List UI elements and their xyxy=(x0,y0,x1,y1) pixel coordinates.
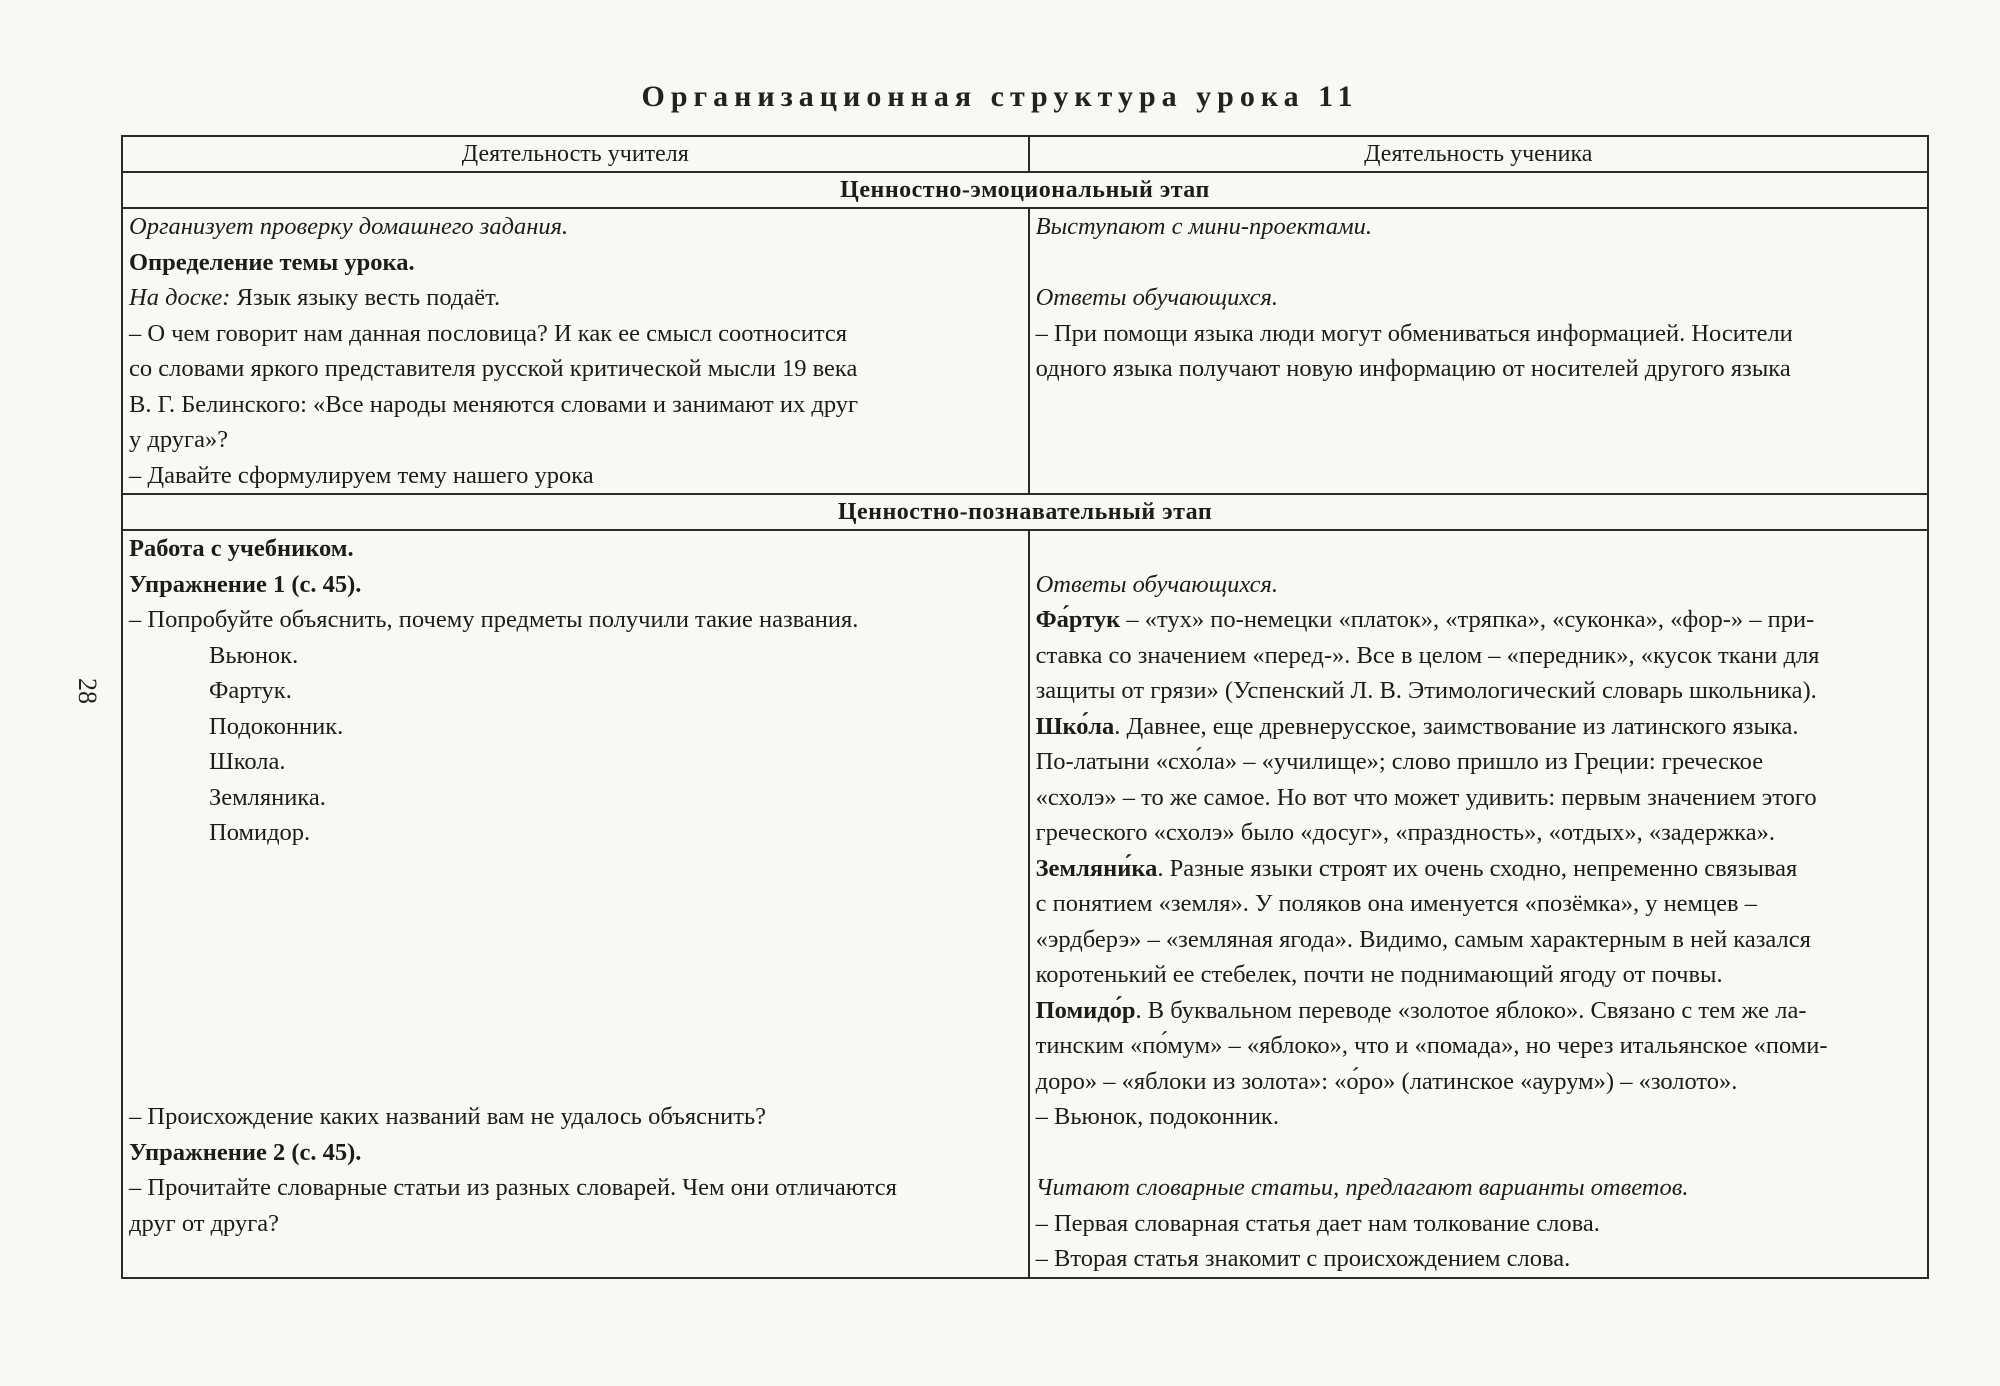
text-line: – Попробуйте объяснить, почему предметы получили такие названия. xyxy=(129,606,859,633)
text-line: – О чем говорит нам данная пословица? И как ее смысл соотносится xyxy=(129,319,848,347)
text-line: коротенький ее стебелек, почти не поднимающий ягоду от почвы. xyxy=(1035,961,1723,988)
term-explanation: . Разные языки строят их очень сходно, непременно связывая xyxy=(1157,854,1798,882)
student-column-header: Деятельность ученика xyxy=(1029,136,1928,172)
text-line: «схолэ» – то же самое. Но вот что может удивить: первым значением этого xyxy=(1035,783,1817,811)
text-line: Ответы обучающихся. xyxy=(1035,284,1279,311)
text-line: ставка со значением «перед-». Все в целом – «передник», «кусок ткани для xyxy=(1035,641,1820,669)
blank-space xyxy=(129,851,1022,1100)
text-line: Упражнение 2 (с. 45). xyxy=(129,1138,362,1166)
text-line: одного языка получают новую информацию от носителей другого языка xyxy=(1035,355,1791,382)
text-line: Читают словарные статьи, предлагают варианты ответов. xyxy=(1035,1174,1689,1201)
text-line: Упражнение 1 (с. 45). xyxy=(129,570,362,598)
word-list-item: Вьюнок. xyxy=(209,641,299,669)
stage2-content-row xyxy=(122,530,1928,1278)
term-zemlyanika: Земляни́ка xyxy=(1035,854,1158,882)
text-line xyxy=(1036,709,1921,745)
stage1-content-row xyxy=(122,208,1928,494)
word-list-item: Школа. xyxy=(209,748,286,775)
text-line: тинским «по́мум» – «яблоко», что и «помада», но через итальянское «поми- xyxy=(1035,1032,1828,1059)
text-line xyxy=(1036,602,1921,638)
word-list-item: Подоконник. xyxy=(209,712,344,740)
lesson-structure-table xyxy=(121,135,1929,1279)
word-list-item: Помидор. xyxy=(209,819,311,846)
proverb-text: Язык языку весть подаёт. xyxy=(230,284,501,311)
stage2-student-cell xyxy=(1029,530,1928,1278)
term-pomidor: Помидо́р xyxy=(1035,996,1136,1024)
stage-title-cognitive: Ценностно-познавательный этап xyxy=(122,494,1928,530)
stage-title-emotional: Ценностно-эмоциональный этап xyxy=(122,172,1928,208)
board-label: На доске: xyxy=(129,284,231,311)
word-list-item: Земляника. xyxy=(209,783,326,811)
term-shkola: Шко́ла xyxy=(1035,712,1115,740)
term-explanation: – «тух» по-немецки «платок», «тряпка», «суконка», «фор-» – при- xyxy=(1120,606,1815,633)
text-line: – Вторая статья знакомит с происхождением слова. xyxy=(1035,1245,1571,1272)
stage2-teacher-cell xyxy=(122,530,1029,1278)
text-line: Работа с учебником. xyxy=(129,535,354,562)
stage1-student-cell xyxy=(1029,208,1928,494)
text-line: доро» – «яблоки из золота»: «о́ро» (латинское «аурум») – «золото». xyxy=(1035,1067,1738,1095)
teacher-column-header: Деятельность учителя xyxy=(122,136,1029,172)
word-list-item: Фартук. xyxy=(209,677,292,704)
column-header-row xyxy=(122,136,1928,172)
text-line: защиты от грязи» (Успенский Л. В. Этимологический словарь школьника). xyxy=(1035,677,1817,704)
stage-row xyxy=(122,172,1928,208)
term-explanation: . В буквальном переводе «золотое яблоко». Связано с тем же ла- xyxy=(1135,996,1807,1024)
text-line: В. Г. Белинского: «Все народы меняются словами и занимают их друг xyxy=(129,390,859,418)
term-explanation: . Давнее, еще древнерусское, заимствование из латинского языка. xyxy=(1114,712,1799,740)
blank-line xyxy=(1036,531,1921,567)
text-line: друг от друга? xyxy=(129,1209,280,1237)
text-line: с понятием «земля». У поляков она именуется «позёмка», у немцев – xyxy=(1035,890,1757,917)
blank-line xyxy=(1036,1135,1921,1171)
text-line: – Прочитайте словарные статьи из разных словарей. Чем они отличаются xyxy=(129,1174,897,1201)
text-line: По-латыни «схо́ла» – «училище»; слово пришло из Греции: греческое xyxy=(1035,748,1764,775)
page-title: Организационная структура урока 11 xyxy=(641,80,1359,113)
text-line xyxy=(1036,851,1921,887)
text-line: Выступают с мини-проектами. xyxy=(1035,213,1373,240)
text-line: – Первая словарная статья дает нам толкование слова. xyxy=(1035,1209,1600,1237)
text-line: Определение темы урока. xyxy=(129,248,415,276)
text-line: Ответы обучающихся. xyxy=(1035,570,1279,598)
text-line: Организует проверку домашнего задания. xyxy=(129,213,569,240)
text-line: со словами яркого представителя русской критической мысли 19 века xyxy=(129,355,858,382)
text-line: у друга»? xyxy=(129,426,229,453)
text-line: – При помощи языка люди могут обмениваться информацией. Носители xyxy=(1035,319,1793,347)
text-line xyxy=(129,280,1022,316)
text-line: «эрдберэ» – «земляная ягода». Видимо, самым характерным в ней казался xyxy=(1035,925,1811,953)
text-line: – Давайте сформулируем тему нашего урока xyxy=(129,461,594,489)
text-line xyxy=(1036,993,1921,1029)
blank-line xyxy=(1036,245,1921,281)
text-line: – Происхождение каких названий вам не удалось объяснить? xyxy=(129,1103,766,1130)
stage-row xyxy=(122,494,1928,530)
stage1-teacher-cell xyxy=(122,208,1029,494)
text-line: – Вьюнок, подоконник. xyxy=(1035,1103,1279,1130)
term-fartuk: Фа́ртук xyxy=(1035,606,1121,633)
page-number: 28 xyxy=(73,678,102,704)
text-line: греческого «схолэ» было «досуг», «праздность», «отдых», «задержка». xyxy=(1035,819,1775,846)
